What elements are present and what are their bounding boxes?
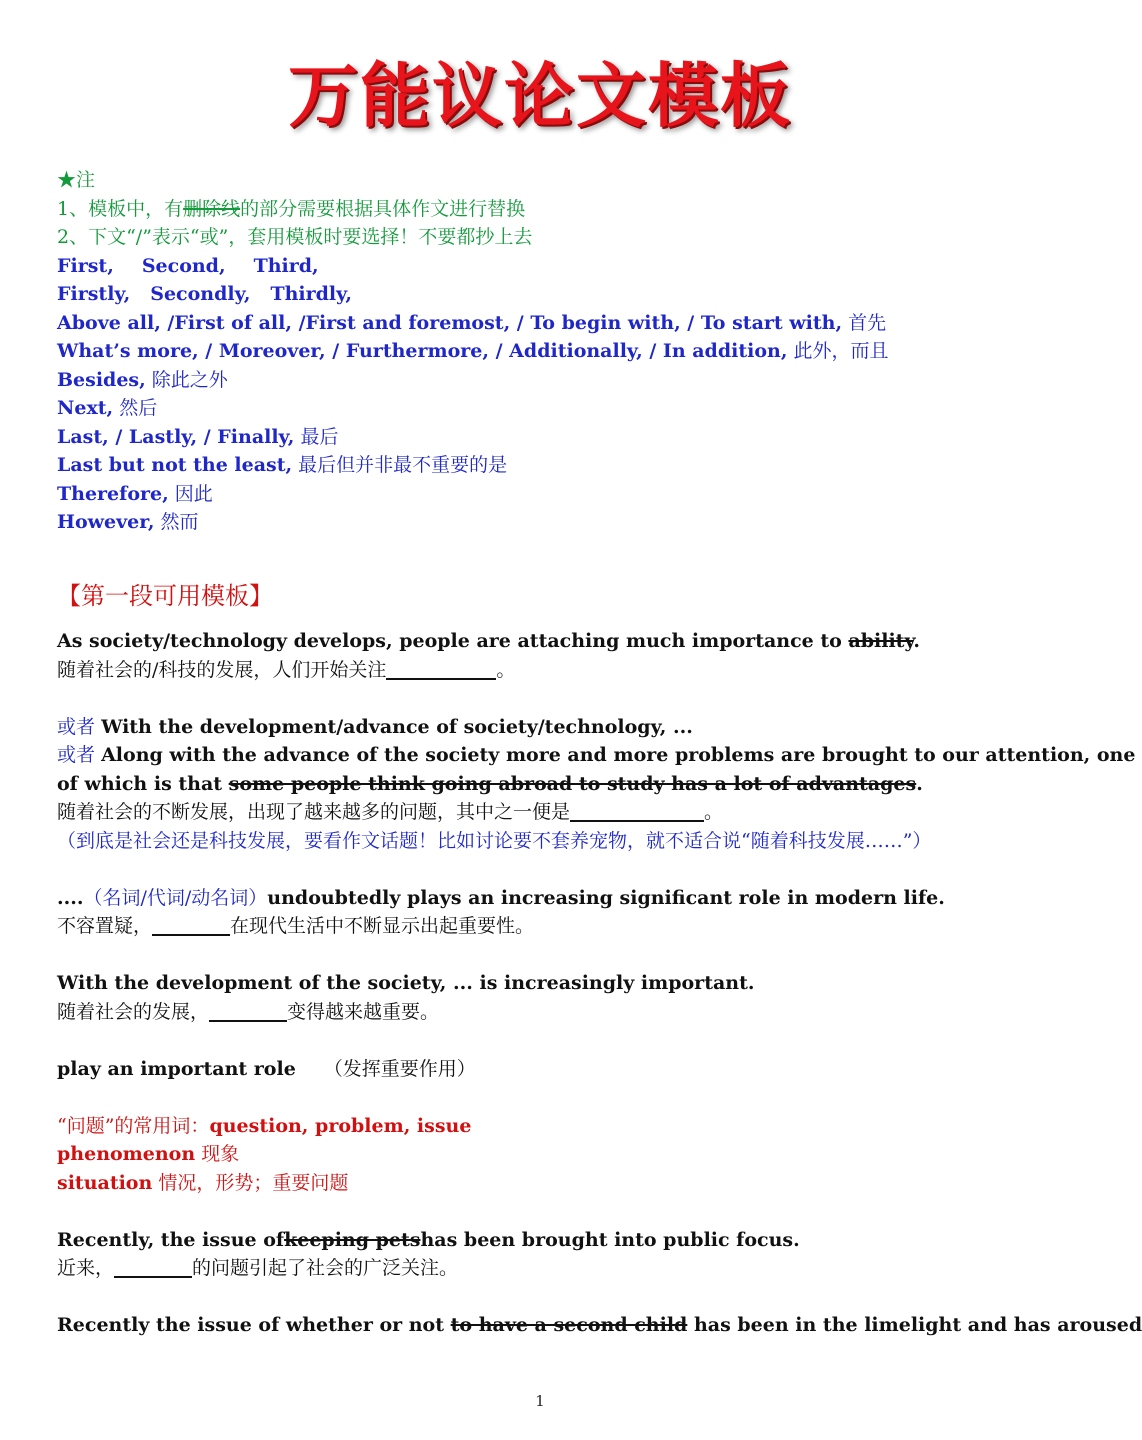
document-title: 万能议论文模板 <box>288 55 792 137</box>
vocab-3: situation 情况，形势；重要问题 <box>57 1171 349 1194</box>
template-5-cn: 随着社会的发展， 变得越来越重要。 <box>57 1000 440 1023</box>
fill-blank <box>209 1002 287 1022</box>
connectives-row-4: What’s more, / Moreover, / Furthermore, / Additionally, / In addition, 此外，而且 <box>57 340 889 362</box>
template-7-cn: 近来， 的问题引起了社会的广泛关注。 <box>57 1257 459 1279</box>
connectives-row-3: Above all, /First of all, /First and foremost, / To begin with, / To start with, 首先 <box>57 311 887 334</box>
template-1-cn: 随着社会的/科技的发展，人们开始关注 。 <box>57 658 516 681</box>
template-3-cn: 随着社会的不断发展，出现了越来越多的问题，其中之一便是 。 <box>57 801 724 823</box>
connectives-row-6: Next, 然后 <box>57 397 158 419</box>
connectives-row-2: Firstly, Secondly, Thirdly, <box>57 283 352 305</box>
template-4-cn: 不容置疑， 在现代生活中不断显示出起重要性。 <box>57 915 535 937</box>
note-2: 2、下文“/”表示“或”，套用模板时要选择！不要都抄上去 <box>57 226 533 248</box>
connectives-row-9: Therefore, 因此 <box>57 482 213 505</box>
strikethrough-example: 删除线 <box>183 197 241 220</box>
document-body <box>57 166 1142 1340</box>
connectives-row-8: Last but not the least, 最后但并非最不重要的是 <box>57 454 508 476</box>
vocab-2: phenomenon 现象 <box>57 1143 240 1165</box>
connectives-row-1: First, Second, Third, <box>57 254 319 277</box>
note-1: 1、模板中，有删除线的部分需要根据具体作文进行替换 <box>57 197 526 220</box>
fill-blank <box>152 916 230 936</box>
fill-blank <box>386 660 496 680</box>
template-6: play an important role （发挥重要作用） <box>57 1057 476 1080</box>
template-4-en: ....（名词/代词/动名词）undoubtedly plays an increasing significant role in modern life. <box>57 886 945 909</box>
connectives-row-7: Last, / Lastly, / Finally, 最后 <box>57 425 339 448</box>
template-5-en: With the development of the society, ... is increasingly important. <box>57 972 755 994</box>
template-3-en-b: of which is that some people think going abroad to study has a lot of advantages. <box>57 772 923 795</box>
template-2-en: 或者 With the development/advance of society/technology, ... <box>57 715 693 738</box>
page-number: 1 <box>535 1392 545 1410</box>
fill-blank <box>114 1258 192 1278</box>
connectives-row-10: However, 然而 <box>57 511 199 533</box>
template-1-en: As society/technology develops, people are attaching much importance to ability. <box>57 630 920 652</box>
notes-heading: ★注 <box>57 169 96 191</box>
fill-blank <box>570 802 704 822</box>
template-8-en: Recently the issue of whether or not to have a second child has been in the limelight and has aroused <box>57 1314 1142 1336</box>
section-heading: 【第一段可用模板】 <box>57 582 273 610</box>
template-3-en-a: 或者 Along with the advance of the society more and more problems are brought to our attention, one <box>57 744 1136 766</box>
template-3-note: （到底是社会还是科技发展，要看作文话题！比如讨论要不套养宠物，就不适合说“随着科技发展……”） <box>57 829 932 852</box>
connectives-row-5: Besides, 除此之外 <box>57 368 228 391</box>
template-7-en: Recently, the issue ofkeeping petshas been brought into public focus. <box>57 1228 800 1251</box>
vocab-1: “问题”的常用词：question, problem, issue <box>57 1114 472 1137</box>
